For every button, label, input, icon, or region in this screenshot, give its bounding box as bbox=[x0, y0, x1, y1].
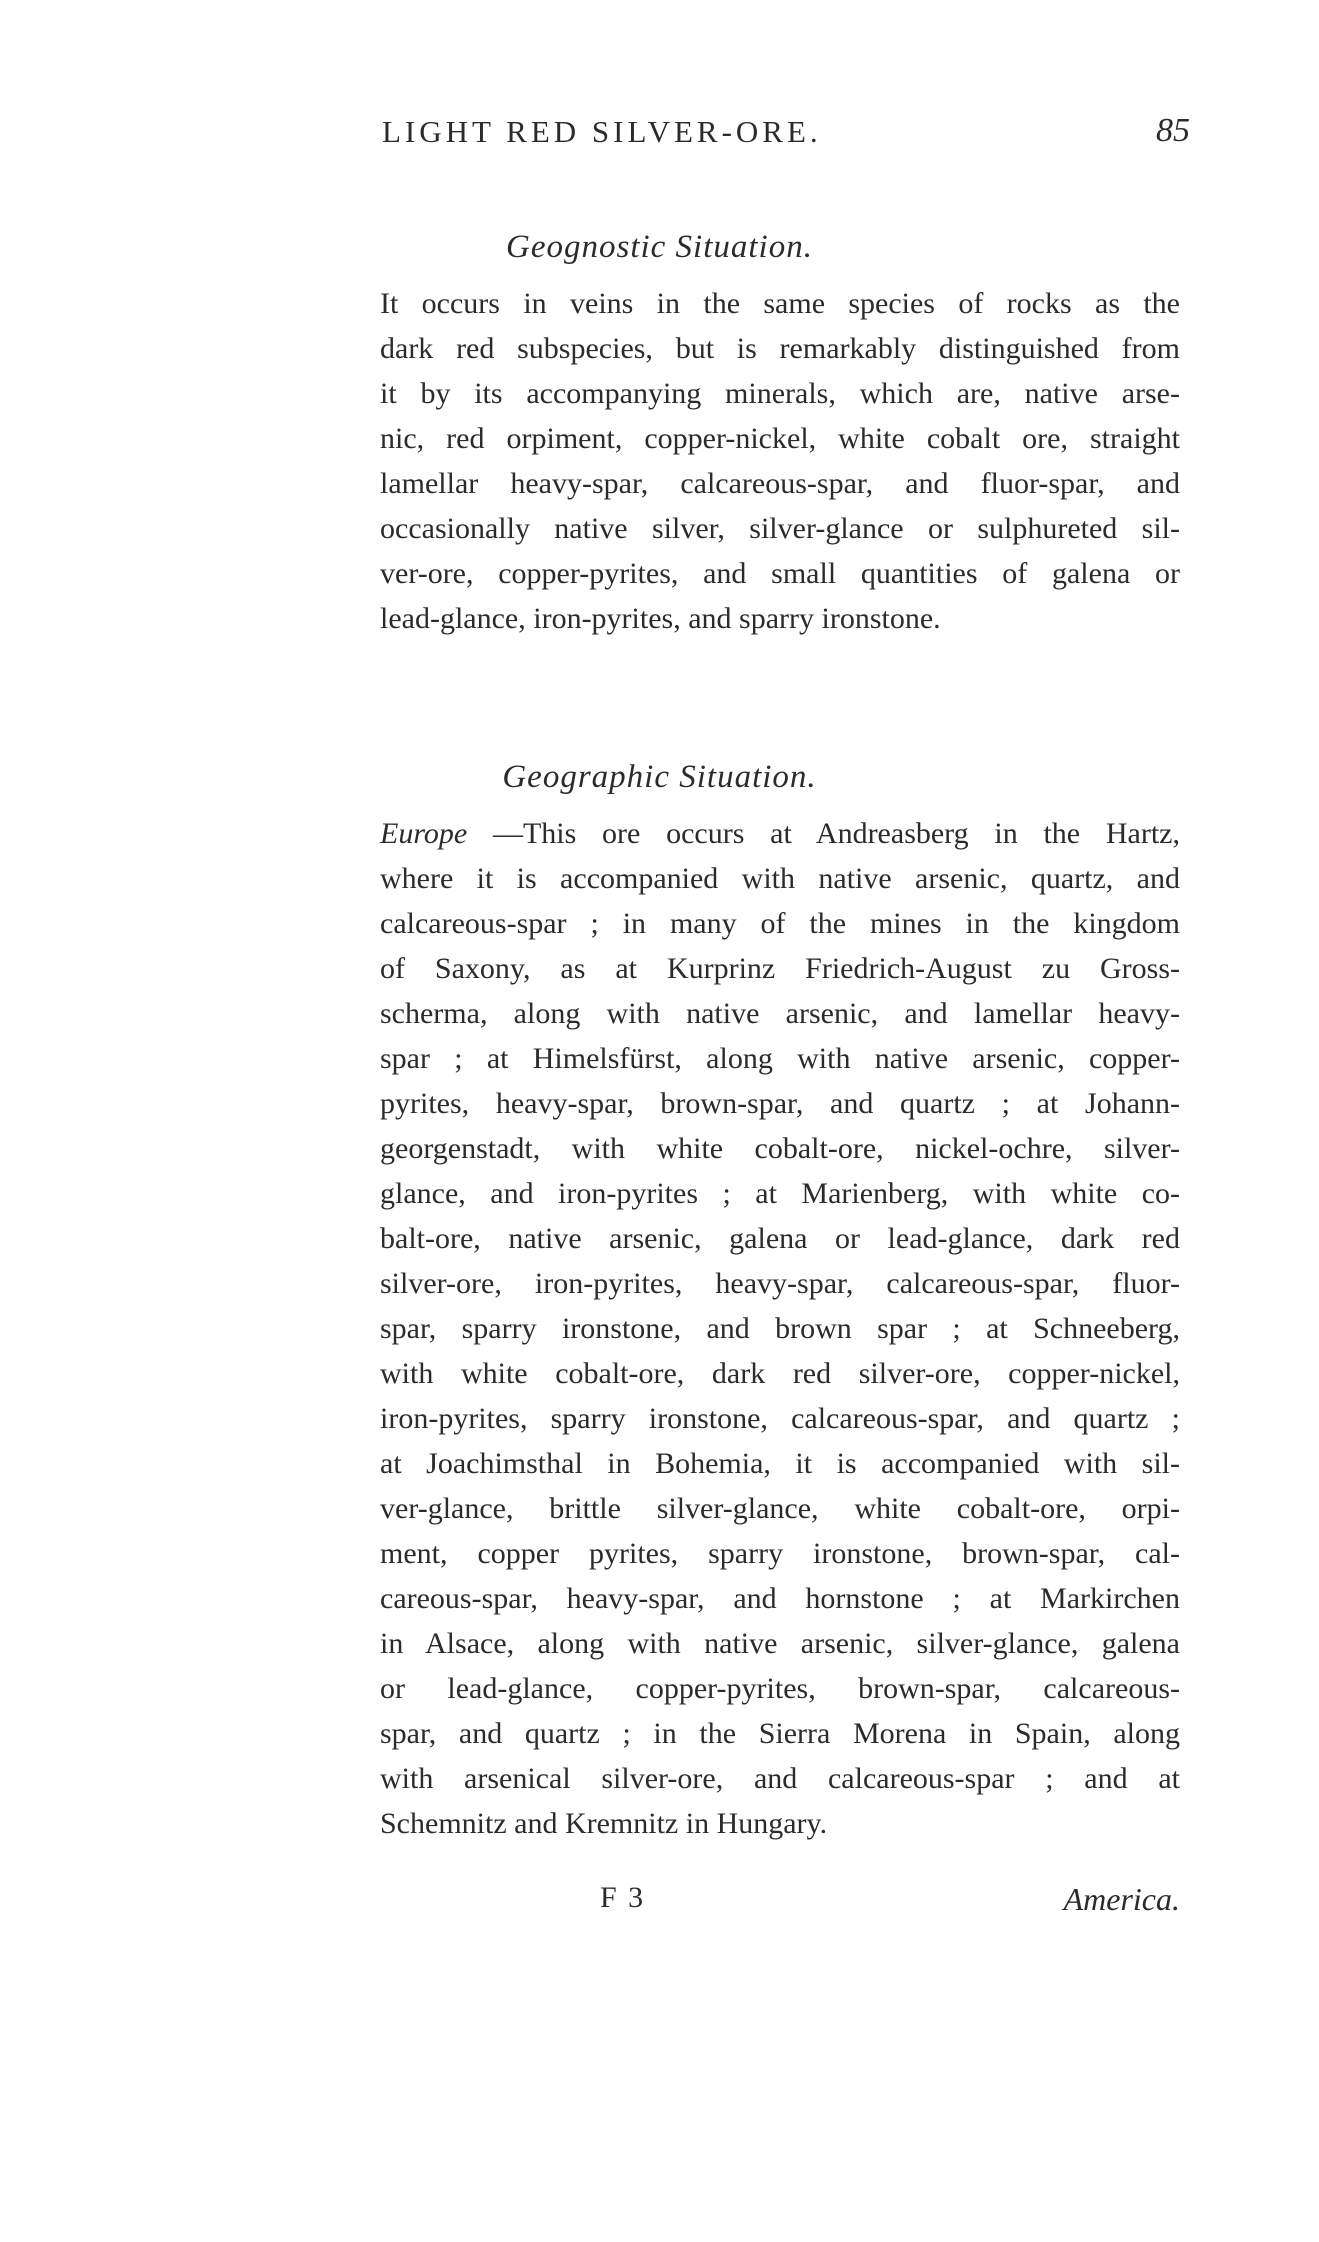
text-line: where it is accompanied with native arsenic, quartz, and bbox=[380, 862, 1180, 895]
text-line: with white cobalt-ore, dark red silver-ore, copper-nickel, bbox=[380, 1357, 1180, 1390]
text-line: ment, copper pyrites, sparry ironstone, brown-spar, cal- bbox=[380, 1537, 1180, 1570]
geognostic-paragraph bbox=[380, 281, 1180, 641]
text-line: spar, and quartz ; in the Sierra Morena in Spain, along bbox=[380, 1717, 1180, 1750]
text-line: it by its accompanying minerals, which are, native arse- bbox=[380, 377, 1180, 410]
text-line: occasionally native silver, silver-glance or sulphureted sil- bbox=[380, 512, 1180, 545]
geognostic-heading: Geognostic Situation. bbox=[506, 229, 813, 265]
text-line: at Joachimsthal in Bohemia, it is accompanied with sil- bbox=[380, 1447, 1180, 1480]
text-line: Schemnitz and Kremnitz in Hungary. bbox=[380, 1807, 828, 1840]
text-line: silver-ore, iron-pyrites, heavy-spar, calcareous-spar, fluor- bbox=[380, 1267, 1180, 1300]
text-line: of Saxony, as at Kurprinz Friedrich-August zu Gross- bbox=[380, 952, 1180, 985]
text-line: with arsenical silver-ore, and calcareous-spar ; and at bbox=[380, 1762, 1180, 1795]
text-line: in Alsace, along with native arsenic, silver-glance, galena bbox=[380, 1627, 1180, 1660]
text-line: balt-ore, native arsenic, galena or lead-glance, dark red bbox=[380, 1222, 1180, 1255]
page-header bbox=[382, 114, 1190, 164]
text-line: glance, and iron-pyrites ; at Marienberg, with white co- bbox=[380, 1177, 1180, 1210]
page-number: 85 bbox=[1156, 112, 1190, 149]
text-line: It occurs in veins in the same species of rocks as the bbox=[380, 287, 1180, 320]
text-line: calcareous-spar ; in many of the mines in the kingdom bbox=[380, 907, 1180, 940]
signature-mark: F 3 bbox=[600, 1881, 646, 1914]
text-line: iron-pyrites, sparry ironstone, calcareous-spar, and quartz ; bbox=[380, 1402, 1180, 1435]
region-lead: Europe bbox=[380, 817, 468, 850]
catchword: America. bbox=[1063, 1881, 1180, 1917]
text-line: lamellar heavy-spar, calcareous-spar, and fluor-spar, and bbox=[380, 467, 1180, 500]
text-line: spar, sparry ironstone, and brown spar ; at Schneeberg, bbox=[380, 1312, 1180, 1345]
running-title: LIGHT RED SILVER-ORE. bbox=[382, 114, 822, 149]
text-line: dark red subspecies, but is remarkably distinguished from bbox=[380, 332, 1180, 365]
text-line-first bbox=[380, 811, 1180, 856]
geographic-paragraph bbox=[380, 811, 1180, 1917]
first-line-text: —This ore occurs at Andreasberg in the Hartz, bbox=[467, 817, 1180, 850]
text-line: nic, red orpiment, copper-nickel, white cobalt ore, straight bbox=[380, 422, 1180, 455]
text-line: ver-glance, brittle silver-glance, white cobalt-ore, orpi- bbox=[380, 1492, 1180, 1525]
text-line: spar ; at Himelsfürst, along with native arsenic, copper- bbox=[380, 1042, 1180, 1075]
text-line: careous-spar, heavy-spar, and hornstone ; at Markirchen bbox=[380, 1582, 1180, 1615]
text-line: ver-ore, copper-pyrites, and small quantities of galena or bbox=[380, 557, 1180, 590]
text-line: georgenstadt, with white cobalt-ore, nickel-ochre, silver- bbox=[380, 1132, 1180, 1165]
text-line: scherma, along with native arsenic, and lamellar heavy- bbox=[380, 997, 1180, 1030]
text-line: lead-glance, iron-pyrites, and sparry ironstone. bbox=[380, 602, 941, 635]
text-line: or lead-glance, copper-pyrites, brown-spar, calcareous- bbox=[380, 1672, 1180, 1705]
geographic-heading: Geographic Situation. bbox=[502, 759, 817, 795]
text-line: pyrites, heavy-spar, brown-spar, and quartz ; at Johann- bbox=[380, 1087, 1180, 1120]
